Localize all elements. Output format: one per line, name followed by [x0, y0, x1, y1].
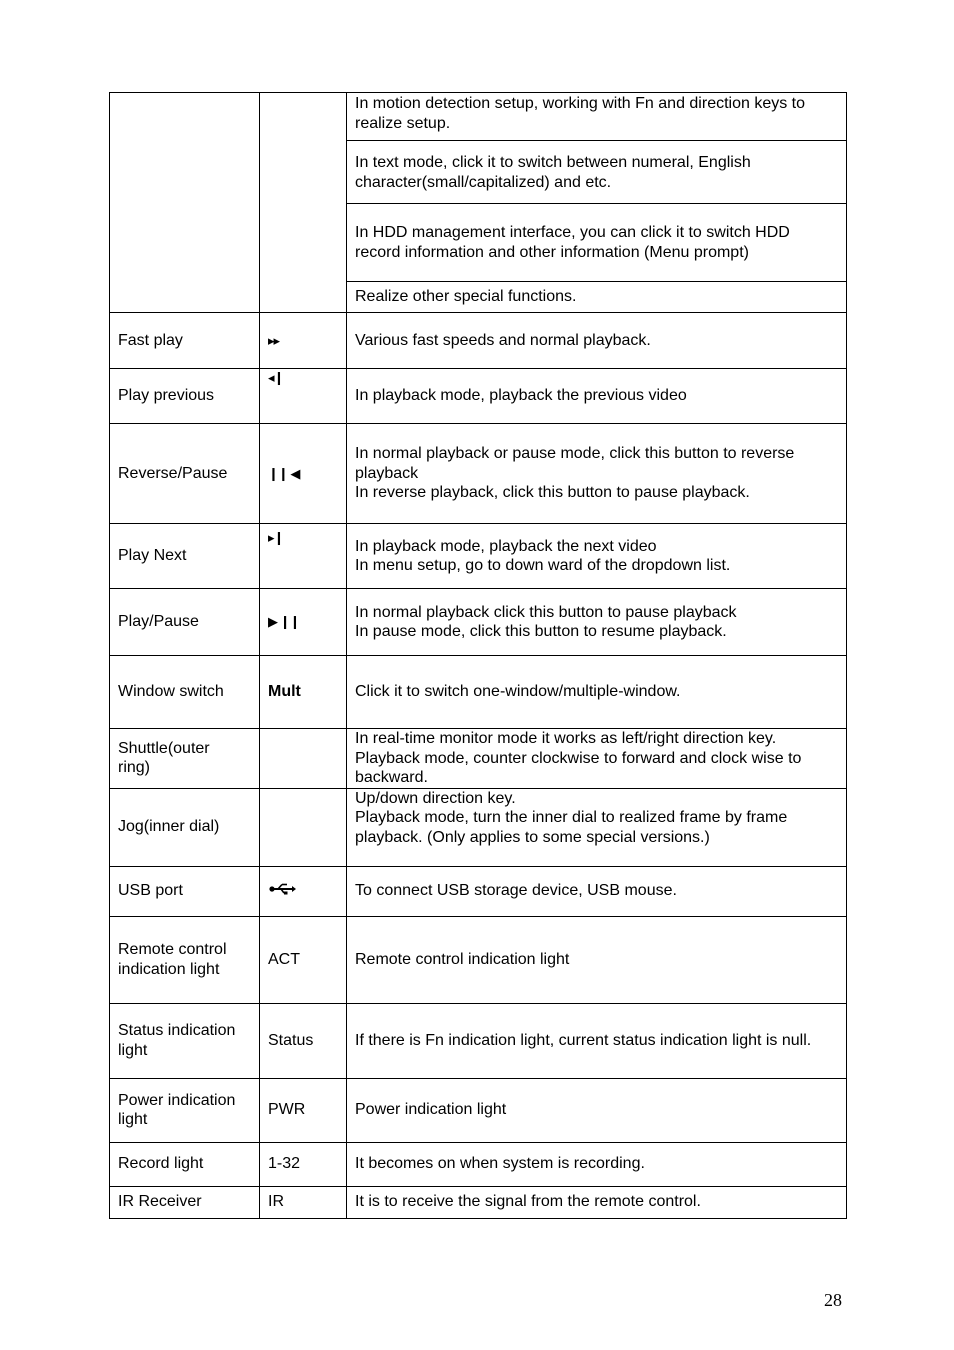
blank-key-cell: [260, 93, 347, 313]
description-cell: In HDD management interface, you can click it to switch HDD record information and other information (Menu prompt): [347, 204, 847, 282]
key-cell: [260, 788, 347, 866]
description-cell: In playback mode, playback the previous video: [347, 369, 847, 424]
function-name: Jog(inner dial): [110, 788, 260, 866]
description-cell: In text mode, click it to switch between numeral, English character(small/capitalized) and etc.: [347, 141, 847, 204]
key-cell: [260, 524, 347, 589]
function-name: IR Receiver: [110, 1186, 260, 1218]
table-row: [110, 313, 847, 369]
key-cell: IR: [260, 1186, 347, 1218]
key-cell: Mult: [260, 656, 347, 729]
table-row: [110, 424, 847, 524]
description-cell: Various fast speeds and normal playback.: [347, 313, 847, 369]
previous-icon: ◂❙: [268, 370, 284, 386]
function-table: [109, 92, 847, 1219]
table-row: [110, 1003, 847, 1078]
table-row: [110, 729, 847, 789]
key-cell: [260, 866, 347, 916]
description-cell: In playback mode, playback the next video In menu setup, go to down ward of the dropdown list.: [347, 524, 847, 589]
page-number: 28: [824, 1290, 842, 1310]
table-row: [110, 788, 847, 866]
key-cell: [260, 729, 347, 789]
function-name: USB port: [110, 866, 260, 916]
table-row: [110, 1142, 847, 1186]
reverse-pause-icon: ❙❙ ◀: [268, 465, 300, 481]
description-cell: Click it to switch one-window/multiple-window.: [347, 656, 847, 729]
key-cell: [260, 589, 347, 656]
description-cell: Up/down direction key. Playback mode, turn the inner dial to realized frame by frame playback. (Only applies to some special versions.): [347, 788, 847, 866]
key-cell: [260, 369, 347, 424]
function-name: Window switch: [110, 656, 260, 729]
description-cell: In real-time monitor mode it works as left/right direction key. Playback mode, counter clockwise to forward and clock wise to backward.: [347, 729, 847, 789]
next-icon: ▸❙: [268, 530, 284, 546]
function-name: Play previous: [110, 369, 260, 424]
key-cell: Status: [260, 1003, 347, 1078]
description-cell: Realize other special functions.: [347, 282, 847, 313]
description-cell: If there is Fn indication light, current status indication light is null.: [347, 1003, 847, 1078]
usb-icon: [268, 883, 296, 895]
table-row: [110, 589, 847, 656]
table-row: [110, 916, 847, 1003]
function-name: Play/Pause: [110, 589, 260, 656]
description-cell: To connect USB storage device, USB mouse.: [347, 866, 847, 916]
key-cell: 1-32: [260, 1142, 347, 1186]
fast-forward-icon: ▸▸: [268, 332, 280, 348]
table-row: [110, 1078, 847, 1142]
table-row: [110, 524, 847, 589]
description-cell: In motion detection setup, working with Fn and direction keys to realize setup.: [347, 93, 847, 141]
blank-name-cell: [110, 93, 260, 313]
function-name: Play Next: [110, 524, 260, 589]
table-row: [110, 656, 847, 729]
description-cell: It becomes on when system is recording.: [347, 1142, 847, 1186]
function-name: Power indication light: [110, 1078, 260, 1142]
key-cell: [260, 424, 347, 524]
play-pause-icon: ▶ ❙❙: [268, 614, 300, 630]
key-cell: PWR: [260, 1078, 347, 1142]
function-name: Status indication light: [110, 1003, 260, 1078]
function-name: Remote control indication light: [110, 916, 260, 1003]
description-cell: In normal playback click this button to pause playback In pause mode, click this button to resume playback.: [347, 589, 847, 656]
function-name: Shuttle(outer ring): [110, 729, 260, 789]
function-name: Reverse/Pause: [110, 424, 260, 524]
table-row: [110, 1186, 847, 1218]
table-row: [110, 866, 847, 916]
function-name: Record light: [110, 1142, 260, 1186]
description-cell: Power indication light: [347, 1078, 847, 1142]
description-cell: In normal playback or pause mode, click this button to reverse playback In reverse playback, click this button to pause playback.: [347, 424, 847, 524]
key-cell: [260, 313, 347, 369]
function-name: Fast play: [110, 313, 260, 369]
table-row: [110, 369, 847, 424]
description-cell: It is to receive the signal from the remote control.: [347, 1186, 847, 1218]
key-cell: ACT: [260, 916, 347, 1003]
description-cell: Remote control indication light: [347, 916, 847, 1003]
